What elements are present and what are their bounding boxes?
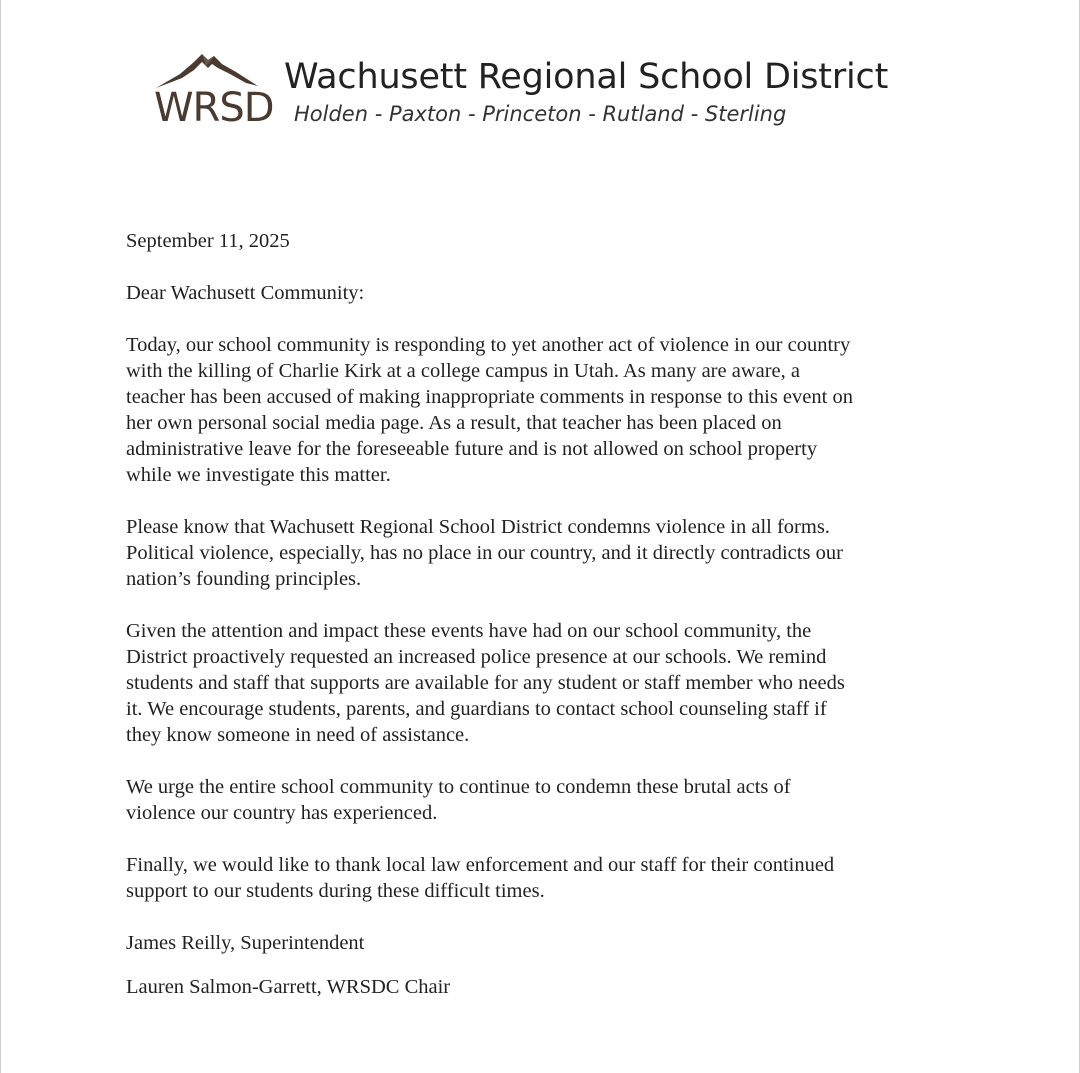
- paragraph-2: [126, 514, 956, 592]
- paragraph-line: Given the attention and impact these events have had on our school community, the: [126, 620, 812, 642]
- paragraph-line: District proactively requested an increased police presence at our schools. We remind: [126, 646, 827, 668]
- member-towns: Holden - Paxton - Princeton - Rutland - Sterling: [294, 102, 787, 126]
- paragraph-line: Please know that Wachusett Regional School District condemns violence in all forms.: [126, 516, 830, 538]
- paragraph-line: administrative leave for the foreseeable future and is not allowed on school property: [126, 438, 818, 460]
- letter-body: [126, 228, 956, 1000]
- logo-lettering: WRSD: [154, 85, 274, 131]
- paragraph-5: [126, 852, 956, 904]
- paragraph-1: [126, 332, 956, 488]
- paragraph-line: with the killing of Charlie Kirk at a college campus in Utah. As many are aware, a: [126, 360, 801, 382]
- signature-chair: Lauren Salmon-Garrett, WRSDC Chair: [126, 976, 451, 998]
- district-name: Wachusett Regional School District: [284, 57, 889, 97]
- paragraph-line: violence our country has experienced.: [126, 802, 438, 824]
- salutation: Dear Wachusett Community:: [126, 282, 365, 304]
- paragraph-line: they know someone in need of assistance.: [126, 724, 470, 746]
- paragraph-line: support to our students during these difficult times.: [126, 880, 545, 902]
- paragraph-line: Today, our school community is responding to yet another act of violence in our country: [126, 334, 851, 356]
- letter-date: September 11, 2025: [126, 230, 290, 252]
- paragraph-line: her own personal social media page. As a result, that teacher has been placed on: [126, 412, 782, 434]
- paragraph-4: [126, 774, 956, 826]
- paragraph-line: Finally, we would like to thank local law enforcement and our staff for their continued: [126, 854, 835, 876]
- paragraph-line: teacher has been accused of making inappropriate comments in response to this event on: [126, 386, 853, 408]
- paragraph-line: Political violence, especially, has no place in our country, and it directly contradicts our: [126, 542, 843, 564]
- paragraph-line: it. We encourage students, parents, and guardians to contact school counseling staff if: [126, 698, 827, 720]
- mountain-icon: [150, 50, 270, 90]
- district-logo: [150, 50, 274, 132]
- paragraph-3: [126, 618, 956, 748]
- paragraph-line: We urge the entire school community to continue to condemn these brutal acts of: [126, 776, 791, 798]
- paragraph-line: students and staff that supports are available for any student or staff member who needs: [126, 672, 845, 694]
- paragraph-line: while we investigate this matter.: [126, 464, 391, 486]
- page-edge-left: [0, 0, 1, 1073]
- paragraph-line: nation’s founding principles.: [126, 568, 362, 590]
- signature-superintendent: James Reilly, Superintendent: [126, 932, 365, 954]
